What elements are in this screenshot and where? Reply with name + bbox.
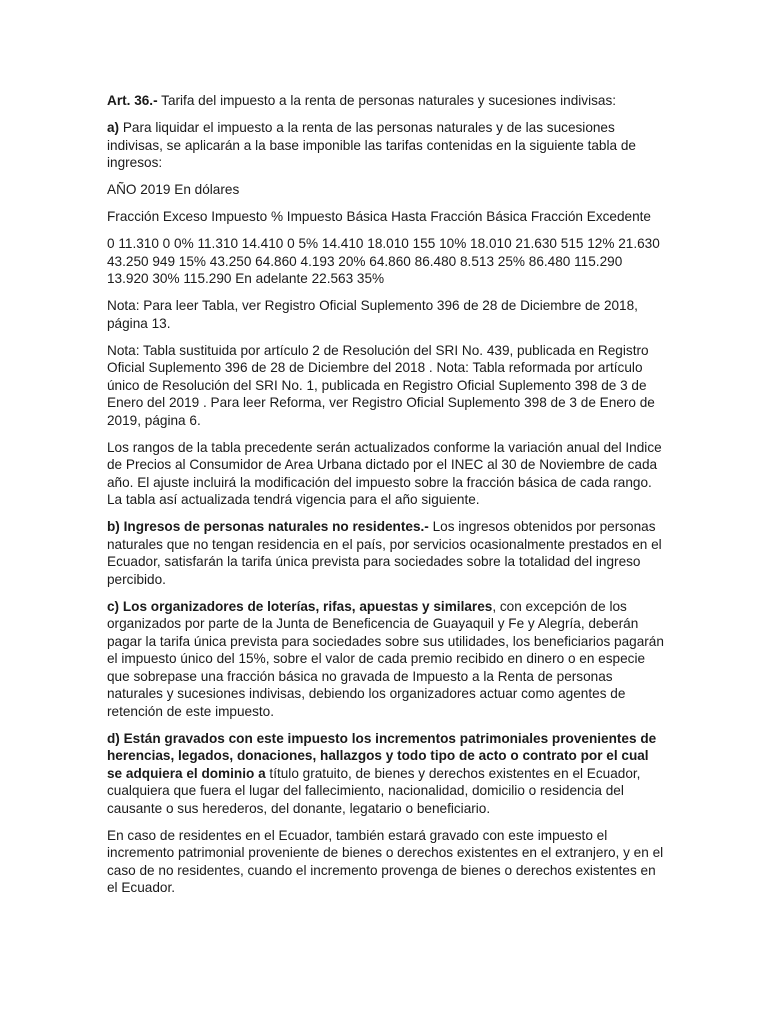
section-b-text: Los ingresos obtenidos por personas naturales que no tengan residencia en el país, por servicios ocasionalmente prestados en el Ecuador, satisfarán la tarifa única prevista para sociedades sobre la totalidad del ingreso percibido. [107, 519, 662, 587]
article-heading [107, 92, 667, 110]
section-a-paragraph [107, 119, 667, 172]
section-a-text: Para liquidar el impuesto a la renta de las personas naturales y de las sucesiones indivisas, se aplicarán a la base imponible las tarifas contenidas en la siguiente tabla de ingresos: [107, 120, 636, 170]
table-rows: 0 11.310 0 0% 11.310 14.410 0 5% 14.410 18.010 155 10% 18.010 21.630 515 12% 21.630 43.250 949 15% 43.250 64.860 4.193 20% 64.860 86.480 8.513 25% 86.480 115.290 13.920 30% 115.290 En adelante 22.563 35% [107, 236, 660, 286]
note-1: Nota: Para leer Tabla, ver Registro Oficial Suplemento 396 de 28 de Diciembre de 2018, página 13. [107, 298, 638, 331]
table-header: Fracción Exceso Impuesto % Impuesto Básica Hasta Fracción Básica Fracción Excedente [107, 209, 651, 224]
note-2: Nota: Tabla sustituida por artículo 2 de Resolución del SRI No. 439, publicada en Registro Oficial Suplemento 396 de 28 de Diciembre del 2018 . Nota: Tabla reformada por artículo único de Resolución del SRI No. 1, publicada en Registro Oficial Suplemento 398 de 3 de Enero del 2019 . Para leer Reforma, ver Registro Oficial Suplemento 398 de 3 de Enero de 2019, página 6. [107, 342, 655, 428]
section-c-label: c) Los organizadores de loterías, rifas, apuestas y similares [107, 598, 493, 614]
table-year: AÑO 2019 En dólares [107, 182, 240, 197]
ranges-paragraph: Los rangos de la tabla precedente serán actualizados conforme la variación anual del Indice de Precios al Consumidor de Area Urbana dictado por el INEC al 30 de Noviembre de cada año. El ajuste incluirá la modificación del impuesto sobre la fracción básica de cada rango. La tabla así actualizada tendrá vigencia para el año siguiente. [107, 439, 662, 507]
section-c-paragraph [107, 598, 667, 721]
section-b-label: b) Ingresos de personas naturales no residentes.- [107, 519, 429, 534]
section-d-paragraph [107, 730, 667, 818]
document-page [107, 92, 667, 906]
section-c-text: , con excepción de los organizados por parte de la Junta de Beneficencia de Guayaquil y Fe y Alegría, deberán pagar la tarifa única prevista para sociedades sobre sus utilidades, los beneficiarios pagarán el impuesto único del 15%, sobre el valor de cada premio recibido en dinero o en especie que sobrepase una fracción básica no gravada de Impuesto a la Renta de personas naturales y sucesiones indivisas, debiendo los organizadores actuar como agentes de retención de este impuesto. [107, 598, 664, 719]
section-d-text: título gratuito, de bienes y derechos existentes en el Ecuador, cualquiera que fuera el lugar del fallecimiento, nacionalidad, domicilio o residencia del causante o sus herederos, del donante, legatario o beneficiario. [107, 765, 641, 816]
article-label: Art. 36.- [107, 93, 158, 108]
section-a-label: a) [107, 120, 120, 135]
section-d-label: d) Están gravados con este impuesto los incrementos patrimoniales provenientes de herencias, legados, donaciones, hallazgos y todo tipo de acto o contrato por el cual se adquiera el dominio a [107, 730, 657, 781]
section-b-paragraph [107, 518, 667, 588]
residents-paragraph: En caso de residentes en el Ecuador, también estará gravado con este impuesto el incremento patrimonial proveniente de bienes o derechos existentes en el extranjero, y en el caso de no residentes, cuando el incremento provenga de bienes o derechos existentes en el Ecuador. [107, 827, 664, 895]
article-title: Tarifa del impuesto a la renta de personas naturales y sucesiones indivisas: [157, 93, 617, 108]
